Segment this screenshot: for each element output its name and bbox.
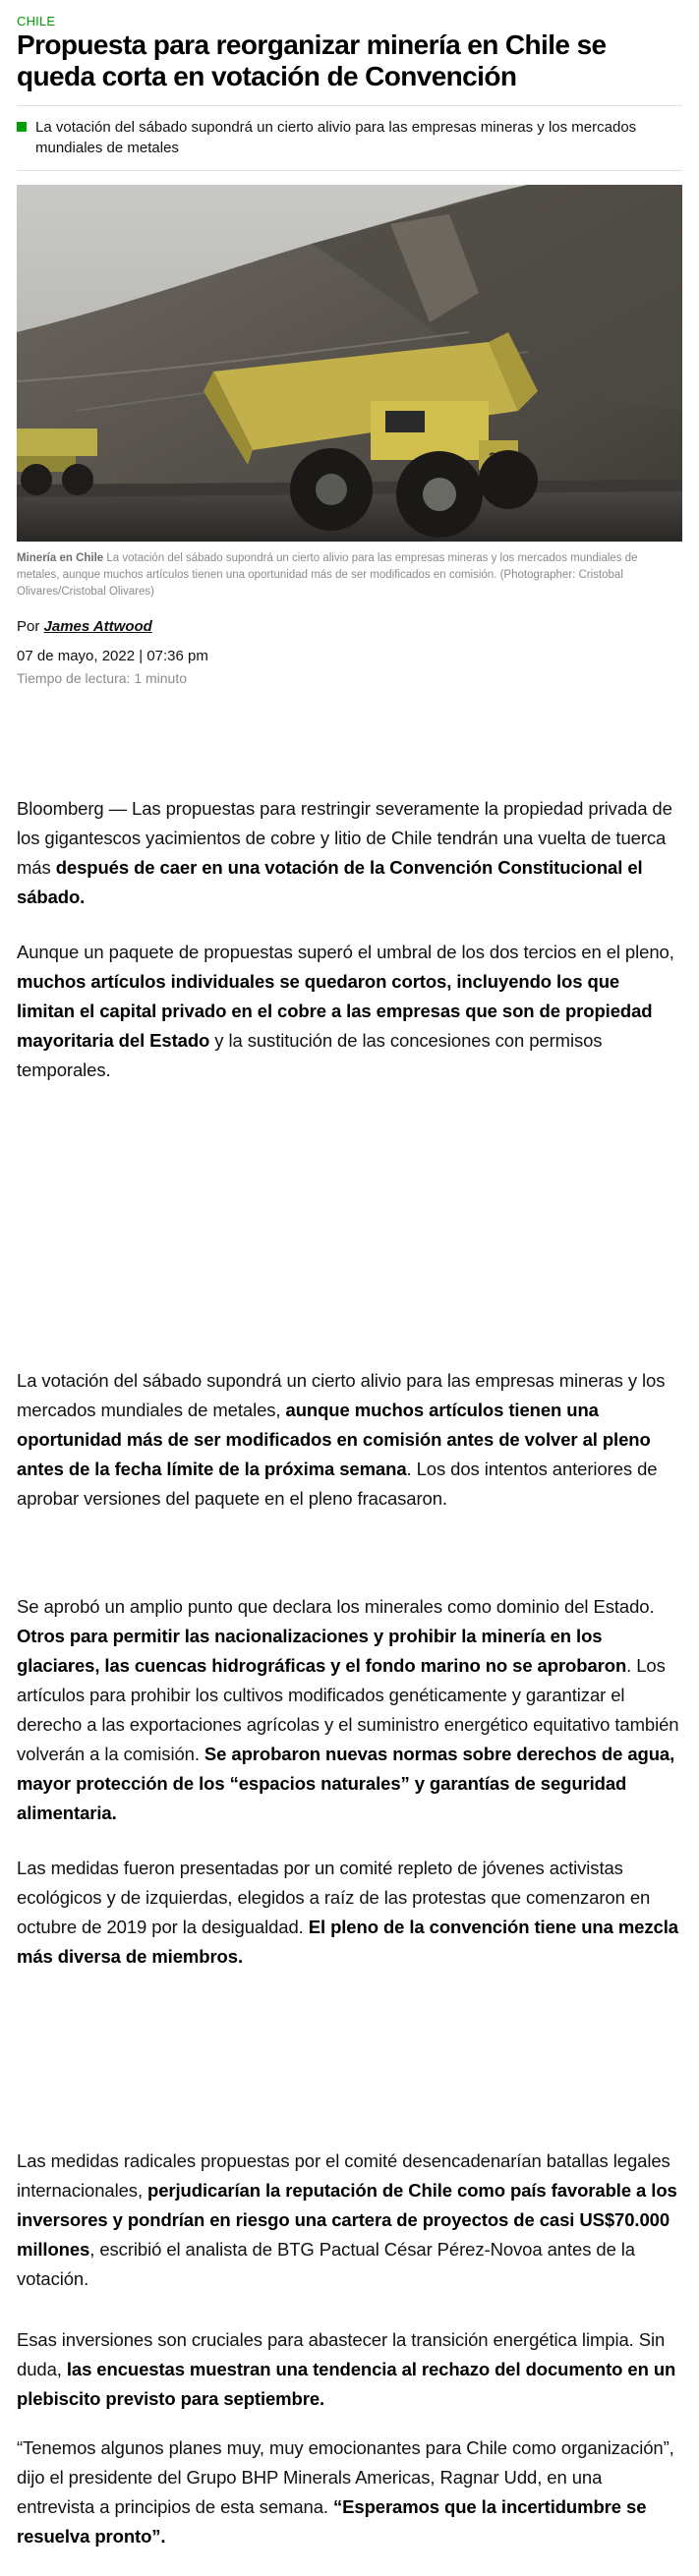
byline [17, 618, 682, 635]
byline-prefix: Por [17, 618, 40, 635]
author-link[interactable]: James Attwood [43, 618, 152, 635]
paragraph-7: Esas inversiones son cruciales para abastecer la transición energética limpia. Sin duda, las encuestas muestran una tendencia al rechazo del documento en un plebiscito previsto para septiembre. [17, 2329, 676, 2409]
divider-bottom [17, 170, 682, 171]
paragraph-6: Las medidas radicales propuestas por el comité desencadenarían batallas legales internacionales, perjudicarían la reputación de Chile como país favorable a los inversores y pondrían en riesgo una cartera de proyectos de casi US$70.000 millones, escribió el analista de BTG Pactual César Pérez-Novoa antes de la votación. [17, 2150, 677, 2289]
article-summary [17, 117, 682, 158]
summary-bullet-icon [17, 122, 27, 132]
paragraph-1: Bloomberg — Las propuestas para restringir severamente la propiedad privada de los gigantescos yacimientos de cobre y litio de Chile tendrán una vuelta de tuerca más después de caer en una votación de la Convención Constitucional el sábado. [17, 798, 672, 907]
section-tag[interactable]: CHILE [17, 14, 56, 29]
publish-date: 07 de mayo, 2022 | 07:36 pm [17, 648, 208, 664]
paragraph-2: Aunque un paquete de propuestas superó el umbral de los dos tercios en el pleno, muchos artículos individuales se quedaron cortos, incluyendo los que limitan el capital privado en el cobre a las empresas que son de propiedad mayoritaria del Estado y la sustitución de las concesiones con permisos temporales. [17, 942, 674, 1080]
photo-caption [17, 550, 682, 601]
paragraph-4: Se aprobó un amplio punto que declara los minerales como dominio del Estado. Otros para permitir las nacionalizaciones y prohibir la minería en los glaciares, las cuencas hidrográficas y el fondo marino no se aprobaron. Los artículos para prohibir los cultivos modificados genéticamente y garantizar el derecho a las exportaciones agrícolas y el suministro energético equitativo también volverán a la comisión. Se aprobaron nuevas normas sobre derechos de agua, mayor protección de los “espacios naturales” y garantías de seguridad alimentaria. [17, 1596, 679, 1823]
reading-time: Tiempo de lectura: 1 minuto [17, 670, 188, 686]
paragraph-5: Las medidas fueron presentadas por un comité repleto de jóvenes activistas ecológicos y de izquierdas, elegidos a raíz de las protestas que comenzaron en octubre de 2019 por la desigualdad. El pleno de la convención tiene una mezcla más diversa de miembros. [17, 1858, 678, 1967]
caption-text: La votación del sábado supondrá un cierto alivio para las empresas mineras y los mercados mundiales de metales, aunque muchos artículos tienen una oportunidad más de ser modificados en comisión. [17, 552, 638, 581]
summary-text: La votación del sábado supondrá un cierto alivio para las empresas mineras y los mercados mundiales de metales [35, 119, 637, 156]
caption-credit: (Photographer: Cristobal Olivares/Cristobal Olivares) [17, 569, 623, 598]
headline: Propuesta para reorganizar minería en Chile se queda corta en votación de Convención [17, 29, 607, 91]
hero-photo [17, 185, 682, 542]
paragraph-3: La votación del sábado supondrá un cierto alivio para las empresas mineras y los mercados mundiales de metales, aunque muchos artículos tienen una oportunidad más de ser modificados en comisión antes de volver al pleno antes de la fecha límite de la próxima semana. Los dos intentos anteriores de aprobar versiones del paquete en el pleno fracasaron. [17, 1370, 666, 1509]
caption-label: Minería en Chile [17, 552, 104, 564]
divider-top [17, 105, 682, 106]
paragraph-8: “Tenemos algunos planes muy, muy emocionantes para Chile como organización”, dijo el presidente del Grupo BHP Minerals Americas, Ragnar Udd, en una entrevista a principios de esta semana. “Esperamos que la incertidumbre se resuelva pronto”. [17, 2437, 674, 2547]
